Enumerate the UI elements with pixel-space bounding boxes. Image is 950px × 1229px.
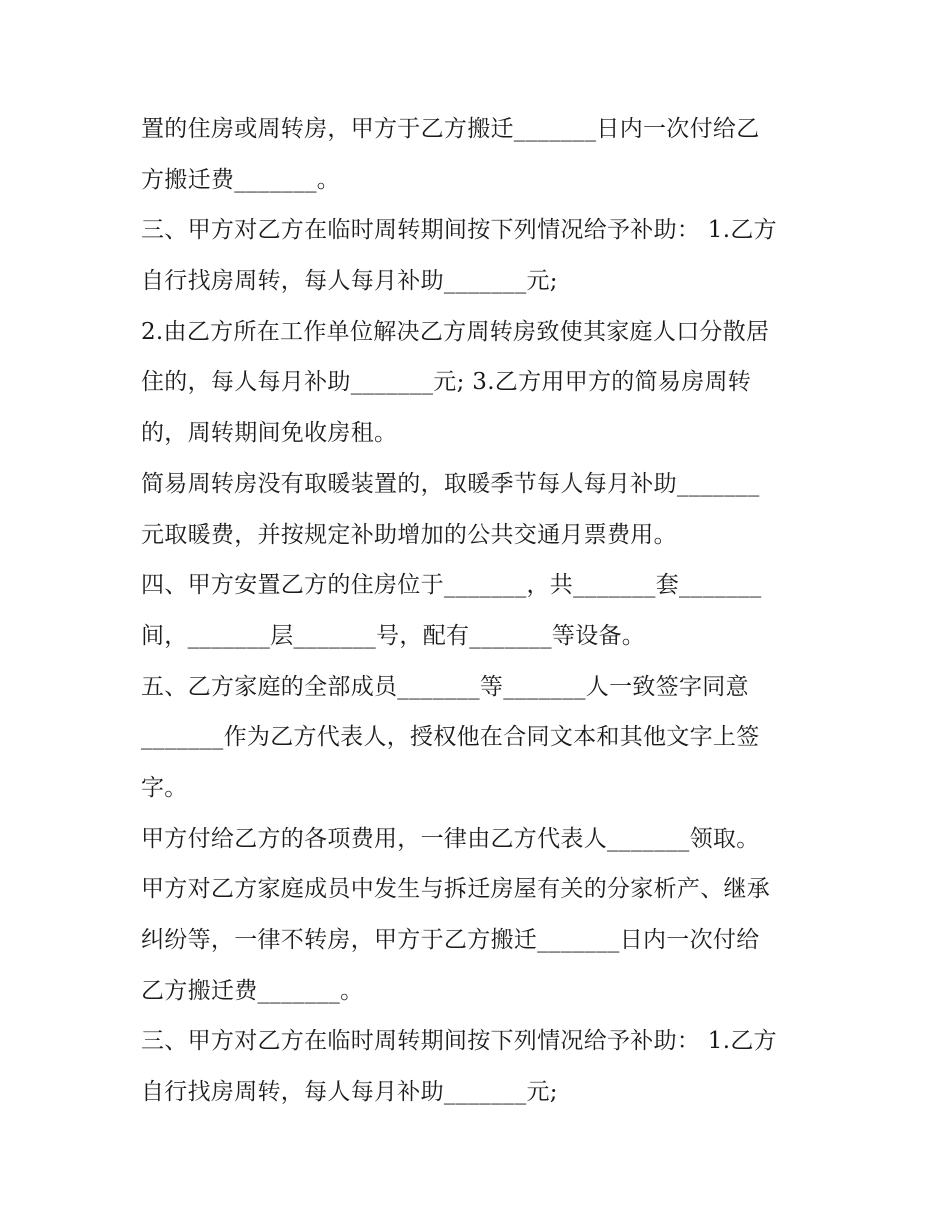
text-line: 置的住房或周转房，甲方于乙方搬迁_______日内一次付给乙 (141, 116, 760, 142)
text-line: 2.由乙方所在工作单位解决乙方周转房致使其家庭人口分散居 (141, 318, 770, 345)
document-body (141, 104, 821, 1118)
text-line: 方搬迁费_______。 (141, 166, 341, 193)
text-line: 纠纷等，一律不转房，甲方于乙方搬迁_______日内一次付给 (141, 927, 760, 953)
text-line: 乙方搬迁费_______。 (141, 977, 364, 1004)
text-line: 甲方付给乙方的各项费用，一律由乙方代表人_______领取。 (141, 825, 760, 852)
text-line: 自行找房周转，每人每月补助_______元; (141, 268, 558, 295)
text-line: _______作为乙方代表人，授权他在合同文本和其他文字上签 (141, 724, 760, 751)
text-line: 简易周转房没有取暖装置的，取暖季节每人每月补助_______ (141, 470, 760, 497)
text-line: 三、甲方对乙方在临时周转期间按下列情况给予补助： 1.乙方 (141, 1028, 777, 1055)
text-line: 四、甲方安置乙方的住房位于_______，共_______套_______ (141, 572, 762, 599)
text-line: 自行找房周转，每人每月补助_______元; (141, 1079, 558, 1106)
text-line: 住的，每人每月补助_______元; 3.乙方用甲方的简易房周转 (141, 369, 752, 396)
text-line: 五、乙方家庭的全部成员_______等_______人一致签字同意 (141, 673, 749, 700)
text-line: 三、甲方对乙方在临时周转期间按下列情况给予补助： 1.乙方 (141, 217, 777, 244)
text-line: 元取暖费，并按规定补助增加的公共交通月票费用。 (141, 521, 677, 548)
text-line: 的，周转期间免收房租。 (141, 420, 398, 447)
text-line: 间，_______层_______号，配有_______等设备。 (141, 622, 646, 649)
text-line: 字。 (141, 774, 188, 801)
text-line: 甲方对乙方家庭成员中发生与拆迁房屋有关的分家析产、继承 (141, 876, 771, 903)
